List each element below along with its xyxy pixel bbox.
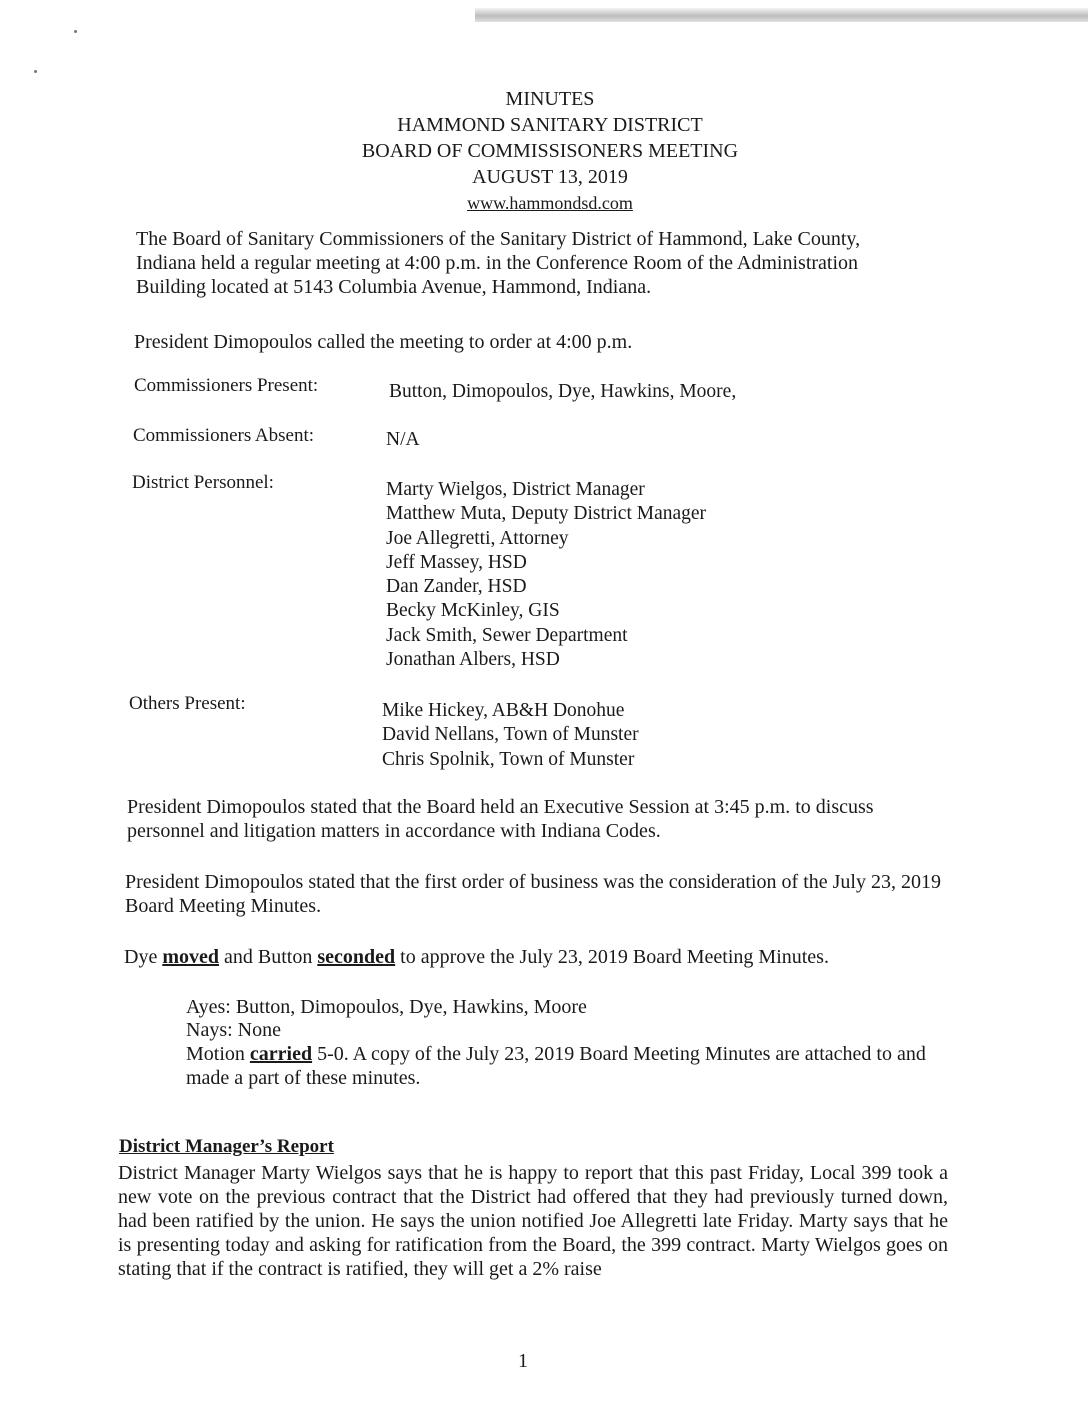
vote-nays: Nays: None xyxy=(186,1019,281,1041)
scan-speck xyxy=(74,30,77,33)
commissioners-absent-value: N/A xyxy=(386,429,420,450)
others-item: Chris Spolnik, Town of Munster xyxy=(382,748,635,770)
header-board: BOARD OF COMMISSISONERS MEETING xyxy=(361,140,739,162)
district-personnel-label: District Personnel: xyxy=(132,472,274,493)
others-present-list xyxy=(382,699,639,772)
commissioners-absent-label: Commissioners Absent: xyxy=(133,425,315,446)
document-header xyxy=(0,86,1088,216)
scan-speck xyxy=(34,70,37,73)
executive-session-paragraph: President Dimopoulos stated that the Board held an Executive Session at 3:45 p.m. to discuss personnel and litigation matters in accordance with Indiana Codes. xyxy=(127,796,874,842)
motion-line xyxy=(124,945,924,969)
personnel-item: Dan Zander, HSD xyxy=(386,576,527,598)
motion-result-pre: Motion xyxy=(186,1043,245,1065)
motion-mover: Dye xyxy=(124,946,158,968)
district-personnel-list xyxy=(386,478,706,672)
scan-shadow xyxy=(475,8,1088,22)
header-date: AUGUST 13, 2019 xyxy=(472,166,628,188)
personnel-item: Becky McKinley, GIS xyxy=(386,600,560,622)
personnel-item: Jack Smith, Sewer Department xyxy=(386,624,628,646)
others-item: Mike Hickey, AB&H Donohue xyxy=(382,700,625,721)
personnel-item: Joe Allegretti, Attorney xyxy=(386,527,569,549)
motion-and: and Button xyxy=(224,946,313,968)
commissioners-present-value: Button, Dimopoulos, Dye, Hawkins, Moore, xyxy=(389,381,737,402)
intro-paragraph: The Board of Sanitary Commissioners of the Sanitary District of Hammond, Lake County, Indiana held a regular meeting at 4:00 p.m. in the Conference Room of the Administration Building located at 5143 Columbia Avenue, Hammond, Indiana. xyxy=(136,228,861,298)
call-to-order: President Dimopoulos called the meeting to order at 4:00 p.m. xyxy=(134,331,633,353)
motion-moved: moved xyxy=(162,946,219,968)
others-item: David Nellans, Town of Munster xyxy=(382,724,639,746)
motion-seconded: seconded xyxy=(317,946,396,968)
personnel-item: Matthew Muta, Deputy District Manager xyxy=(386,503,707,525)
personnel-item: Jonathan Albers, HSD xyxy=(386,649,560,671)
header-district: HAMMOND SANITARY DISTRICT xyxy=(397,114,703,136)
district-manager-report-body: District Manager Marty Wielgos says that he is happy to report that this past Friday, Local 399 took a new vote on the previous contract that the District had offered that they had previously turned down, had been ratified by the union. He says the union notified Joe Allegretti late Friday. Marty says that he is presenting today and asking for ratification from the Board, the 399 contract. Marty Wielgos goes on stating that if the contract is ratified, they will get a 2% raise xyxy=(118,1162,948,1280)
others-present-label: Others Present: xyxy=(129,693,246,714)
personnel-item: Jeff Massey, HSD xyxy=(386,551,527,573)
header-title: MINUTES xyxy=(505,88,595,110)
district-manager-report-heading: District Manager’s Report xyxy=(119,1136,334,1157)
motion-result-post: 5-0. A copy of the July 23, 2019 Board Meeting Minutes are attached to and made a part of these minutes. xyxy=(186,1043,926,1089)
commissioners-present-label: Commissioners Present: xyxy=(134,375,319,396)
header-url[interactable]: www.hammondsd.com xyxy=(467,193,633,213)
motion-carried: carried xyxy=(249,1043,313,1065)
motion-result xyxy=(186,1042,946,1090)
page-number: 1 xyxy=(518,1350,528,1372)
motion-rest: to approve the July 23, 2019 Board Meeting Minutes. xyxy=(400,946,829,968)
personnel-item: Marty Wielgos, District Manager xyxy=(386,479,645,500)
vote-ayes: Ayes: Button, Dimopoulos, Dye, Hawkins, Moore xyxy=(186,996,587,1018)
first-order-paragraph: President Dimopoulos stated that the first order of business was the consideration of the July 23, 2019 Board Meeting Minutes. xyxy=(125,871,941,917)
